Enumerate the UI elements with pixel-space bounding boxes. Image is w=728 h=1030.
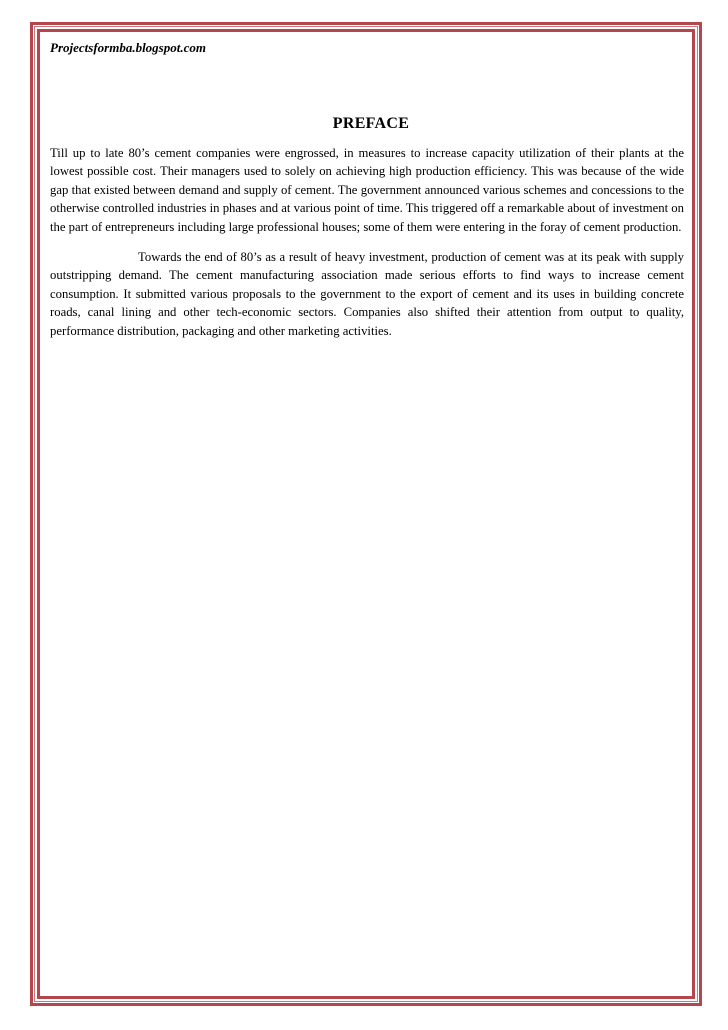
site-name-header: Projectsformba.blogspot.com [50, 40, 206, 55]
document-title: PREFACE [332, 115, 410, 132]
preface-paragraph-2: Towards the end of 80’s as a result of heavy investment, production of cement was at its peak with supply outstripping demand. The cement manufacturing association made serious efforts to find ways to increase cement consumption. It submitted various proposals to the government to the export of cement and its uses in building concrete roads, canal lining and other tech-economic sectors. Companies also shifted their attention from output to quality, performance distribution, packaging and other marketing activities. [50, 250, 684, 338]
page-content [50, 40, 684, 340]
preface-paragraph-1: Till up to late 80’s cement companies were engrossed, in measures to increase capacity utilization of their plants at the lowest possible cost. Their managers used to solely on achieving high production efficiency. This was because of the wide gap that existed between demand and supply of cement. The government announced various schemes and concessions to the otherwise controlled industries in phases and at various point of time. This triggered off a remarkable about of investment on the part of entrepreneurs including large professional houses; some of them were entering in the foray of cement production. [50, 146, 684, 234]
